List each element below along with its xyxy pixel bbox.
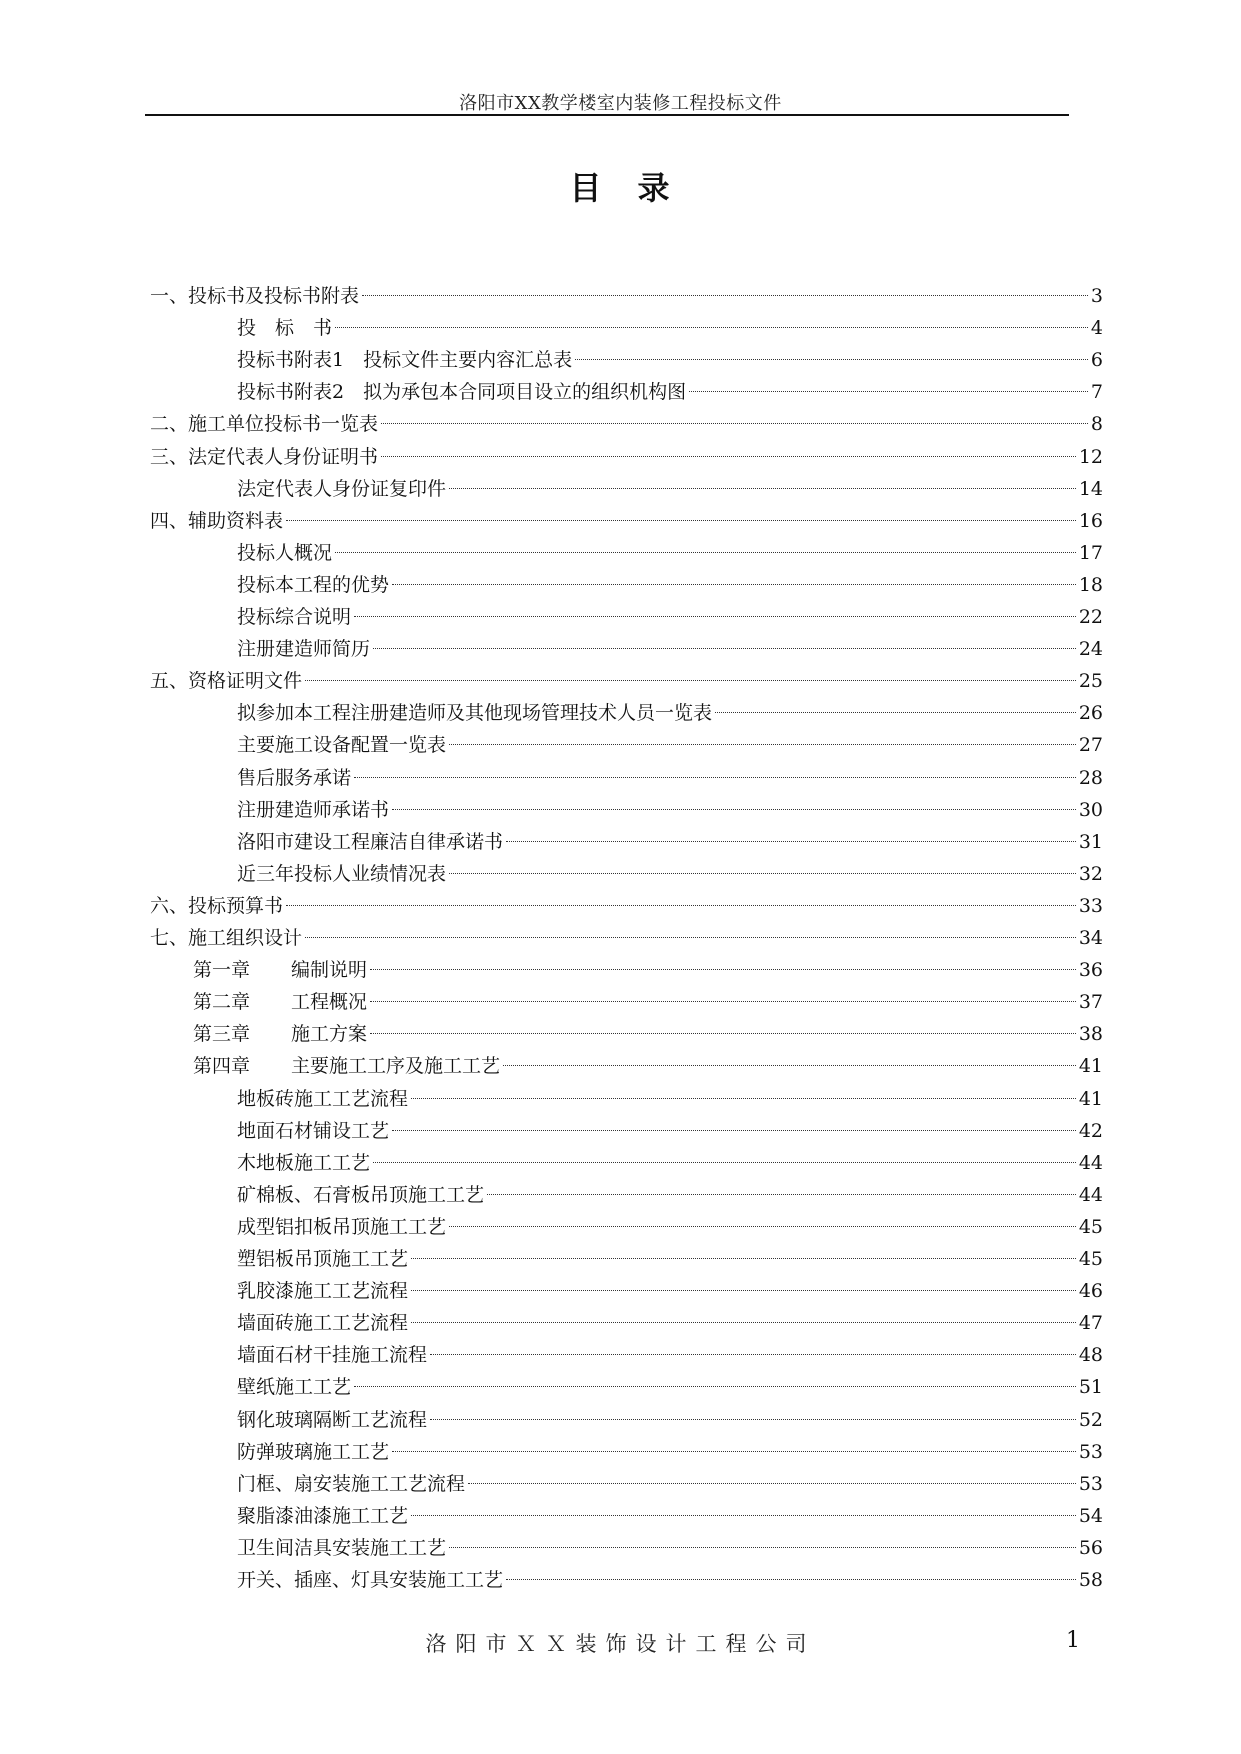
toc-chapter-title: 主要施工工序及施工工艺 xyxy=(291,1055,501,1077)
toc-page-number: 31 xyxy=(1078,831,1103,853)
toc-page-number: 33 xyxy=(1078,895,1103,917)
toc-dot-leader xyxy=(689,391,1088,392)
toc-entry[interactable] xyxy=(237,1275,1103,1307)
toc-page-number: 3 xyxy=(1090,285,1103,307)
toc-page-number: 28 xyxy=(1078,767,1103,789)
toc-entry[interactable] xyxy=(150,505,1103,537)
toc-entry-label: 投 标 书 xyxy=(237,317,333,339)
toc-chapter-title: 施工方案 xyxy=(291,1023,368,1045)
toc-entry[interactable] xyxy=(237,1179,1103,1211)
toc-page-number: 34 xyxy=(1078,927,1103,949)
toc-dot-leader xyxy=(449,1547,1076,1548)
toc-dot-leader xyxy=(392,809,1076,810)
toc-dot-leader xyxy=(392,1451,1076,1452)
toc-chapter-number: 第二章 xyxy=(193,991,251,1013)
toc-entry[interactable] xyxy=(237,1115,1103,1147)
toc-entry-label: 墙面砖施工工艺流程 xyxy=(237,1312,409,1334)
toc-page-number: 46 xyxy=(1078,1280,1103,1302)
toc-entry-label: 投标综合说明 xyxy=(237,606,352,628)
toc-dot-leader xyxy=(411,1098,1076,1099)
toc-dot-leader xyxy=(487,1194,1076,1195)
toc-entry-label: 防弹玻璃施工工艺 xyxy=(237,1441,390,1463)
toc-page-number: 45 xyxy=(1078,1248,1103,1270)
toc-dot-leader xyxy=(335,552,1076,553)
toc-dot-leader xyxy=(449,488,1076,489)
toc-entry[interactable] xyxy=(237,1243,1103,1275)
toc-entry[interactable] xyxy=(193,986,1103,1018)
toc-page-number: 24 xyxy=(1078,638,1103,660)
toc-entry-label xyxy=(193,986,367,1018)
toc-page-number: 58 xyxy=(1078,1569,1103,1591)
toc-page-number: 53 xyxy=(1078,1441,1103,1463)
header-divider xyxy=(145,114,1069,116)
toc-entry[interactable] xyxy=(237,794,1103,826)
toc-page-number: 41 xyxy=(1078,1055,1103,1077)
toc-dot-leader xyxy=(503,1065,1076,1066)
toc-entry-label: 聚脂漆油漆施工工艺 xyxy=(237,1505,409,1527)
footer-company-name: 洛阳市ＸＸ装饰设计工程公司 xyxy=(425,1632,816,1656)
toc-entry[interactable] xyxy=(150,922,1103,954)
toc-dot-leader xyxy=(286,905,1076,906)
toc-dot-leader xyxy=(449,1226,1076,1227)
toc-page-number: 52 xyxy=(1078,1409,1103,1431)
toc-entry-label: 投标本工程的优势 xyxy=(237,574,390,596)
toc-entry-label xyxy=(193,954,367,986)
toc-chapter-number: 第四章 xyxy=(193,1055,251,1077)
toc-entry-label: 三、法定代表人身份证明书 xyxy=(150,446,379,468)
toc-page-number: 37 xyxy=(1078,991,1103,1013)
toc-entry[interactable] xyxy=(237,1371,1103,1403)
toc-entry[interactable] xyxy=(237,1436,1103,1468)
toc-dot-leader xyxy=(430,1419,1076,1420)
toc-heading: 目 录 xyxy=(569,169,672,207)
toc-dot-leader xyxy=(506,1579,1076,1580)
toc-chapter-number: 第一章 xyxy=(193,959,251,981)
toc-dot-leader xyxy=(354,777,1076,778)
toc-entry-label: 七、施工组织设计 xyxy=(150,927,303,949)
toc-entry[interactable] xyxy=(237,537,1103,569)
toc-entry[interactable] xyxy=(237,826,1103,858)
toc-entry[interactable] xyxy=(150,441,1103,473)
toc-entry-label: 壁纸施工工艺 xyxy=(237,1376,352,1398)
toc-entry-label: 木地板施工工艺 xyxy=(237,1152,371,1174)
toc-entry[interactable] xyxy=(237,697,1103,729)
toc-dot-leader xyxy=(411,1322,1076,1323)
toc-entry-label: 地板砖施工工艺流程 xyxy=(237,1088,409,1110)
toc-entry[interactable] xyxy=(193,1050,1103,1082)
toc-entry-label: 卫生间洁具安装施工工艺 xyxy=(237,1537,447,1559)
toc-entry-label: 六、投标预算书 xyxy=(150,895,284,917)
toc-entry[interactable] xyxy=(237,633,1103,665)
toc-page-number: 8 xyxy=(1090,413,1103,435)
toc-page-number: 26 xyxy=(1078,702,1103,724)
toc-entry[interactable] xyxy=(237,569,1103,601)
toc-page-number: 6 xyxy=(1090,349,1103,371)
toc-entry[interactable] xyxy=(193,1018,1103,1050)
toc-page-number: 7 xyxy=(1090,381,1103,403)
toc-page-number: 44 xyxy=(1078,1184,1103,1206)
toc-entry[interactable] xyxy=(237,473,1103,505)
toc-dot-leader xyxy=(506,841,1076,842)
toc-entry[interactable] xyxy=(237,729,1103,761)
toc-page-number: 38 xyxy=(1078,1023,1103,1045)
toc-page-number: 30 xyxy=(1078,799,1103,821)
toc-entry-label: 成型铝扣板吊顶施工工艺 xyxy=(237,1216,447,1238)
toc-entry[interactable] xyxy=(237,1532,1103,1564)
toc-page-number: 53 xyxy=(1078,1473,1103,1495)
toc-entry[interactable] xyxy=(237,376,1103,408)
toc-page-number: 41 xyxy=(1078,1088,1103,1110)
toc-dot-leader xyxy=(373,1162,1076,1163)
toc-dot-leader xyxy=(370,969,1076,970)
toc-entry[interactable] xyxy=(237,1147,1103,1179)
toc-dot-leader xyxy=(392,1130,1076,1131)
toc-entry[interactable] xyxy=(193,954,1103,986)
toc-entry-label: 二、施工单位投标书一览表 xyxy=(150,413,379,435)
toc-dot-leader xyxy=(354,1386,1076,1387)
toc-entry-label: 洛阳市建设工程廉洁自律承诺书 xyxy=(237,831,504,853)
toc-dot-leader xyxy=(286,520,1076,521)
toc-dot-leader xyxy=(411,1515,1076,1516)
toc-page-number: 44 xyxy=(1078,1152,1103,1174)
toc-page-number: 22 xyxy=(1078,606,1103,628)
toc-dot-leader xyxy=(354,616,1076,617)
toc-page-number: 42 xyxy=(1078,1120,1103,1142)
toc-dot-leader xyxy=(373,648,1076,649)
toc-page-number: 12 xyxy=(1078,446,1103,468)
toc-page-number: 36 xyxy=(1078,959,1103,981)
footer-page-number: 1 xyxy=(1066,1628,1080,1653)
toc-entry-label: 墙面石材干挂施工流程 xyxy=(237,1344,428,1366)
toc-entry[interactable] xyxy=(237,762,1103,794)
toc-entry[interactable] xyxy=(237,1404,1103,1436)
toc-page-number: 56 xyxy=(1078,1537,1103,1559)
toc-dot-leader xyxy=(449,873,1076,874)
toc-entry-label: 钢化玻璃隔断工艺流程 xyxy=(237,1409,428,1431)
toc-entry-label: 投标人概况 xyxy=(237,542,333,564)
toc-entry-label: 四、辅助资料表 xyxy=(150,510,284,532)
toc-entry-label: 主要施工设备配置一览表 xyxy=(237,734,447,756)
toc-page-number: 27 xyxy=(1078,734,1103,756)
toc-dot-leader xyxy=(468,1483,1076,1484)
toc-dot-leader xyxy=(411,1258,1076,1259)
toc-entry-label: 近三年投标人业绩情况表 xyxy=(237,863,447,885)
toc-entry[interactable] xyxy=(237,1339,1103,1371)
toc-page-number: 17 xyxy=(1078,542,1103,564)
toc-entry[interactable] xyxy=(237,1083,1103,1115)
toc-page-number: 45 xyxy=(1078,1216,1103,1238)
toc-page-number: 47 xyxy=(1078,1312,1103,1334)
running-header-title: 洛阳市XX教学楼室内装修工程投标文件 xyxy=(459,93,782,114)
toc-entry[interactable] xyxy=(150,890,1103,922)
toc-dot-leader xyxy=(715,712,1076,713)
toc-entry-label: 法定代表人身份证复印件 xyxy=(237,478,447,500)
toc-entry[interactable] xyxy=(150,665,1103,697)
toc-page-number: 54 xyxy=(1078,1505,1103,1527)
toc-entry-label: 地面石材铺设工艺 xyxy=(237,1120,390,1142)
toc-dot-leader xyxy=(335,327,1088,328)
toc-dot-leader xyxy=(575,359,1088,360)
toc-dot-leader xyxy=(370,1033,1076,1034)
toc-dot-leader xyxy=(362,295,1088,296)
toc-page-number: 4 xyxy=(1090,317,1103,339)
toc-dot-leader xyxy=(305,680,1076,681)
toc-entry-label: 拟参加本工程注册建造师及其他现场管理技术人员一览表 xyxy=(237,702,713,724)
toc-dot-leader xyxy=(392,584,1076,585)
toc-entry-label: 门框、扇安装施工工艺流程 xyxy=(237,1473,466,1495)
toc-page-number: 16 xyxy=(1078,510,1103,532)
toc-entry-label: 投标书附表1 投标文件主要内容汇总表 xyxy=(237,349,573,371)
toc-dot-leader xyxy=(430,1354,1076,1355)
toc-dot-leader xyxy=(411,1290,1076,1291)
toc-entry-label: 五、资格证明文件 xyxy=(150,670,303,692)
toc-entry-label: 投标书附表2 拟为承包本合同项目设立的组织机构图 xyxy=(237,381,687,403)
toc-entry[interactable] xyxy=(150,408,1103,440)
toc-dot-leader xyxy=(449,744,1076,745)
toc-entry[interactable] xyxy=(237,858,1103,890)
toc-entry-label: 塑铝板吊顶施工工艺 xyxy=(237,1248,409,1270)
toc-page-number: 25 xyxy=(1078,670,1103,692)
toc-entry[interactable] xyxy=(237,1307,1103,1339)
toc-entry-label xyxy=(193,1050,500,1082)
toc-page-number: 32 xyxy=(1078,863,1103,885)
toc-entry-label: 售后服务承诺 xyxy=(237,767,352,789)
toc-entry[interactable] xyxy=(237,1500,1103,1532)
toc-dot-leader xyxy=(381,423,1088,424)
toc-entry[interactable] xyxy=(237,1468,1103,1500)
toc-dot-leader xyxy=(305,937,1076,938)
toc-entry-label: 一、投标书及投标书附表 xyxy=(150,285,360,307)
toc-entry-label: 开关、插座、灯具安装施工工艺 xyxy=(237,1569,504,1591)
toc-entry[interactable] xyxy=(237,344,1103,376)
toc-chapter-number: 第三章 xyxy=(193,1023,251,1045)
toc-entry[interactable] xyxy=(237,312,1103,344)
toc-entry-label: 矿棉板、石膏板吊顶施工工艺 xyxy=(237,1184,485,1206)
toc-dot-leader xyxy=(381,456,1076,457)
toc-page-number: 48 xyxy=(1078,1344,1103,1366)
toc-page-number: 51 xyxy=(1078,1376,1103,1398)
toc-entry[interactable] xyxy=(237,1211,1103,1243)
toc-entry-label: 注册建造师承诺书 xyxy=(237,799,390,821)
toc-entry-label: 注册建造师简历 xyxy=(237,638,371,660)
toc-chapter-title: 工程概况 xyxy=(291,991,368,1013)
toc-entry[interactable] xyxy=(150,280,1103,312)
toc-entry[interactable] xyxy=(237,1564,1103,1596)
toc-entry-label xyxy=(193,1018,367,1050)
toc-chapter-title: 编制说明 xyxy=(291,959,368,981)
toc-page-number: 14 xyxy=(1078,478,1103,500)
toc-dot-leader xyxy=(370,1001,1076,1002)
toc-entry[interactable] xyxy=(237,601,1103,633)
toc-page-number: 18 xyxy=(1078,574,1103,596)
toc-entry-label: 乳胶漆施工工艺流程 xyxy=(237,1280,409,1302)
